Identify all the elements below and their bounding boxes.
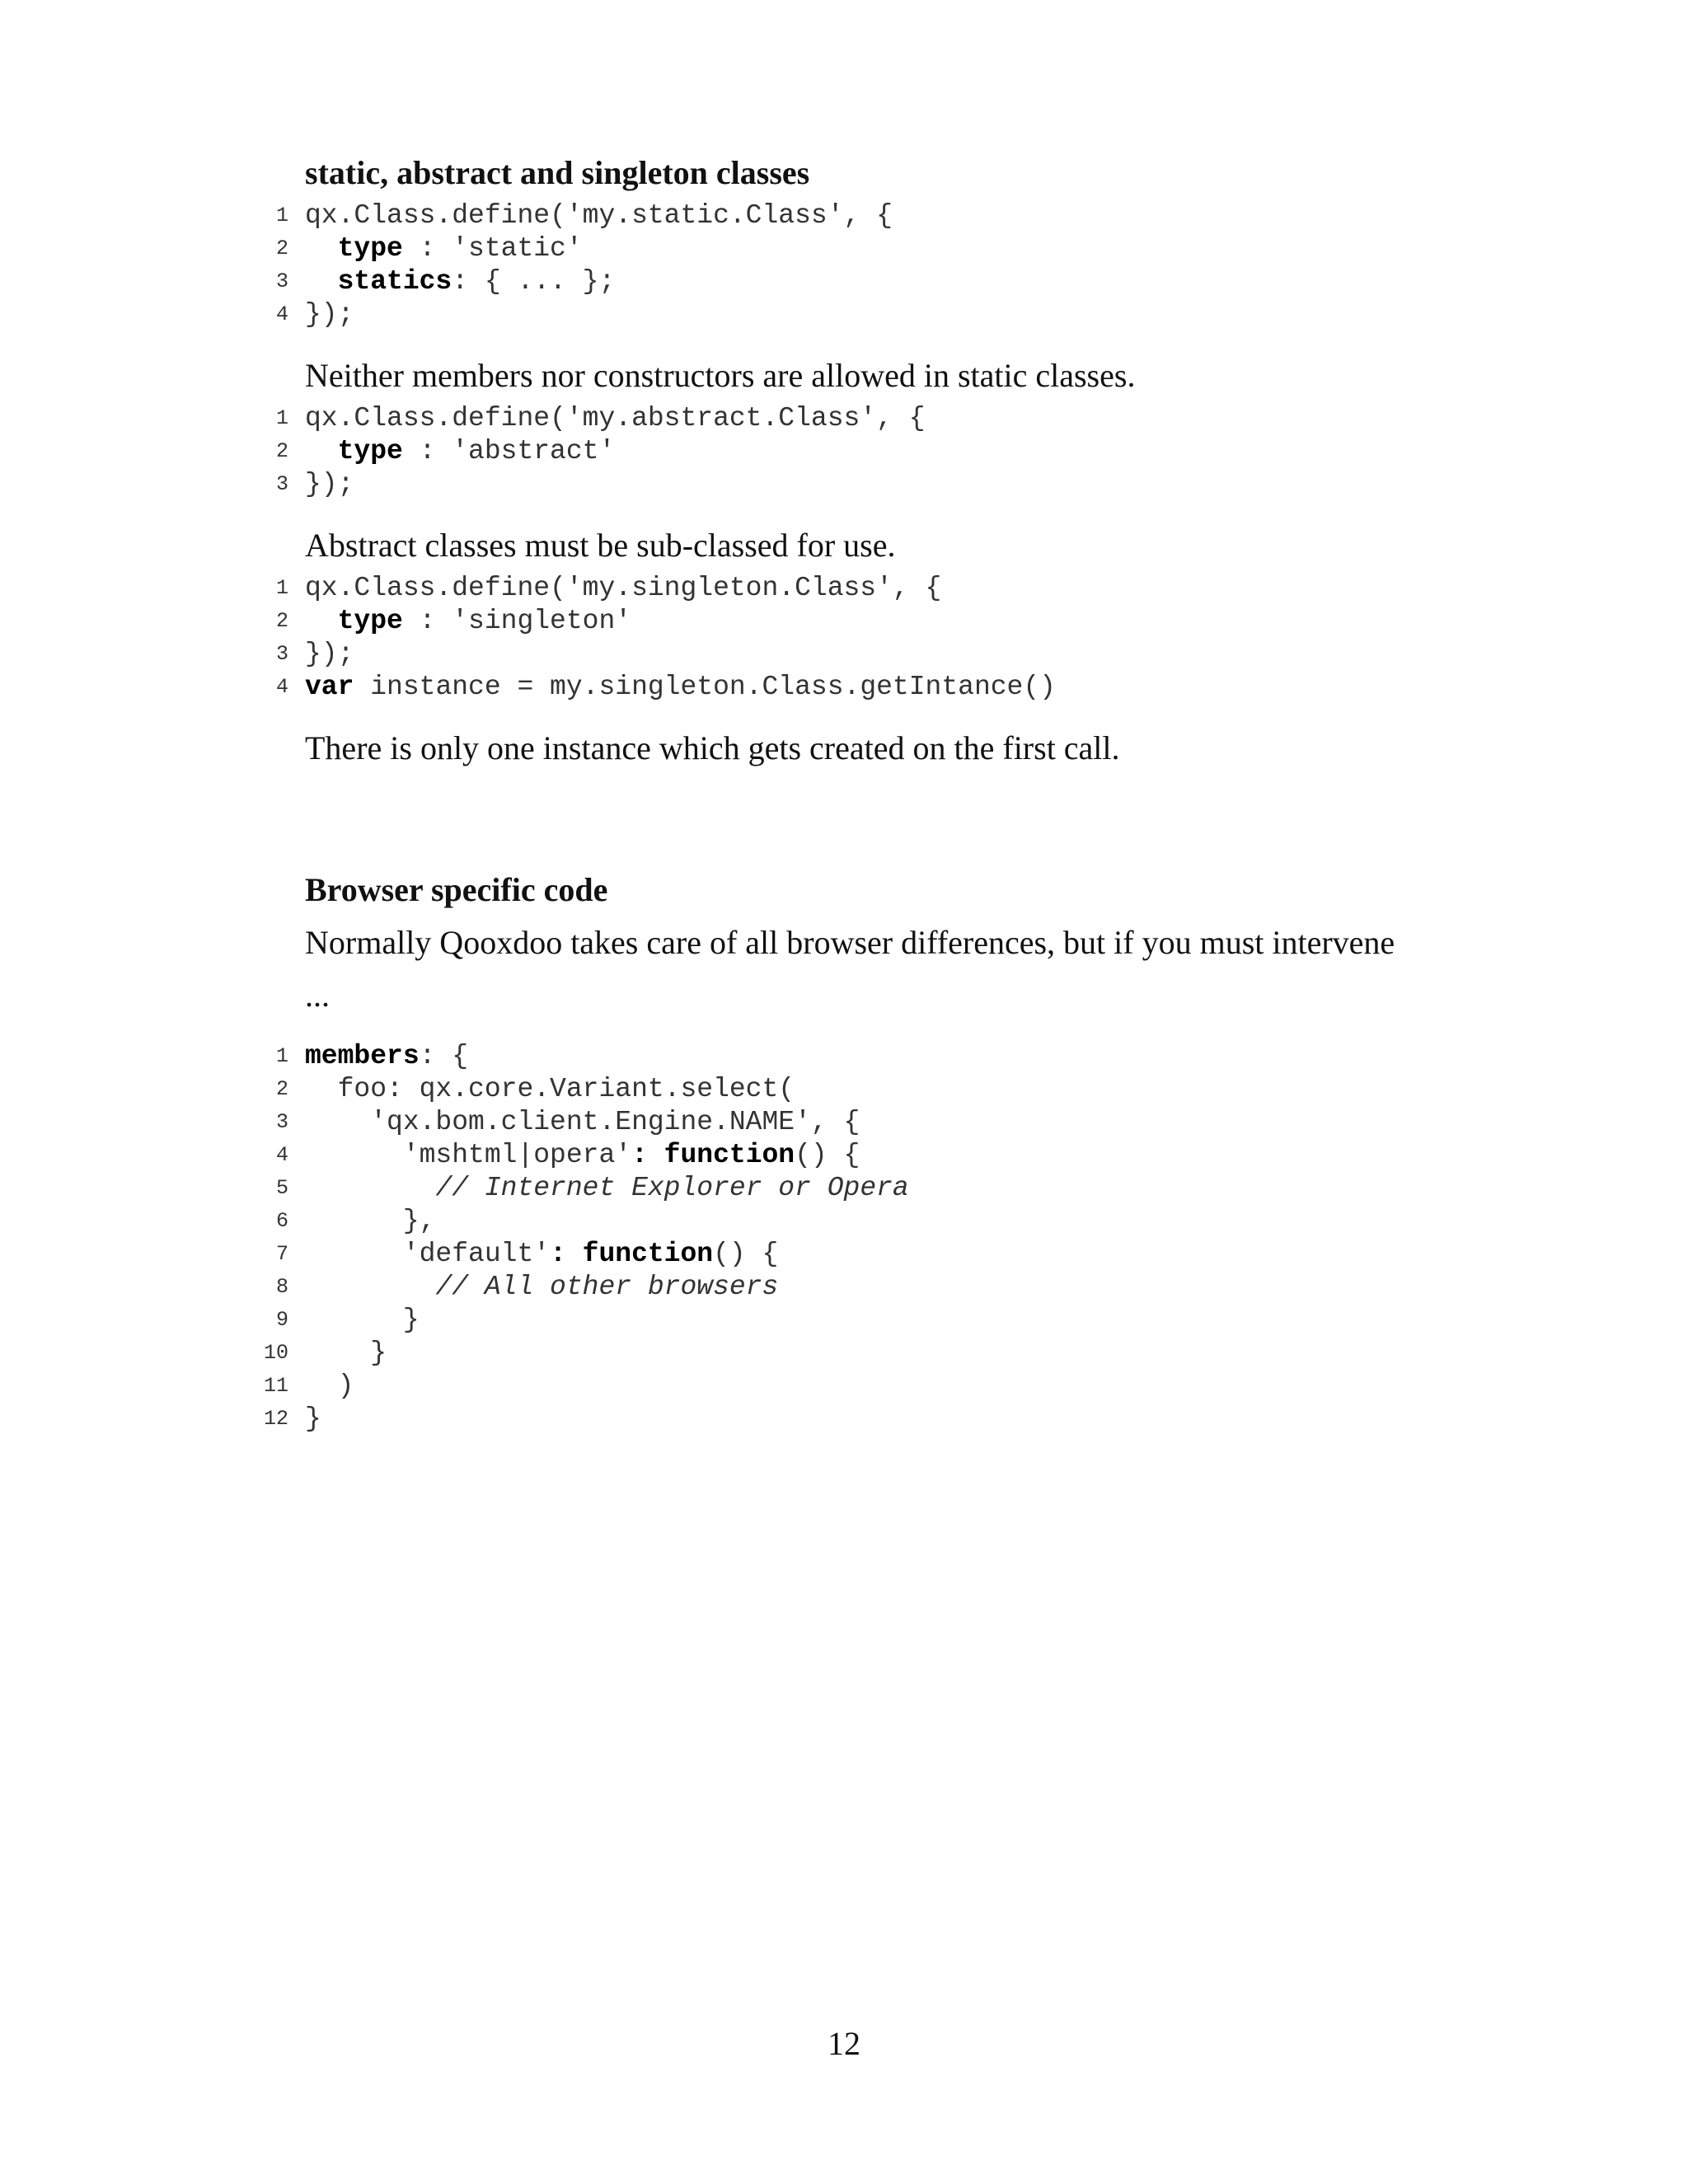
code-line — [275, 1073, 1409, 1106]
code-keyword: : function — [631, 1140, 795, 1170]
line-number: 4 — [275, 675, 288, 699]
page-number: 12 — [828, 2025, 860, 2062]
code-line — [275, 1172, 1409, 1205]
section-heading-browser-code: Browser specific code — [305, 871, 608, 908]
code-token: : { — [419, 1041, 469, 1071]
code-keyword: statics — [337, 266, 452, 297]
code-line — [275, 298, 1409, 331]
intro-ellipsis: ... — [305, 977, 330, 1014]
code-token: foo: qx.core.Variant.select( — [305, 1074, 795, 1104]
code-block-static — [275, 199, 1409, 331]
line-number: 1 — [275, 204, 288, 227]
code-token: } — [305, 1338, 387, 1368]
code-token: instance = my.singleton.Class.getIntance() — [354, 672, 1056, 702]
line-number: 2 — [275, 439, 288, 463]
line-number: 1 — [275, 576, 288, 600]
code-token — [305, 233, 338, 264]
line-number: 2 — [275, 1077, 288, 1101]
note-singleton: There is only one instance which gets created on the first call. — [305, 729, 1120, 766]
line-number: 5 — [275, 1176, 288, 1200]
code-token: 'mshtml|opera' — [305, 1140, 632, 1170]
code-line — [275, 1205, 1409, 1238]
code-token: qx.Class.define('my.singleton.Class', { — [305, 573, 942, 603]
line-number: 7 — [275, 1242, 288, 1266]
note-abstract: Abstract classes must be sub-classed for use. — [305, 527, 896, 564]
code-keyword: var — [305, 672, 354, 702]
line-number: 1 — [275, 406, 288, 430]
code-keyword: : function — [550, 1239, 714, 1269]
code-line — [275, 572, 1409, 605]
line-number: 4 — [275, 1143, 288, 1167]
line-number: 8 — [275, 1275, 288, 1299]
line-number: 3 — [275, 1110, 288, 1134]
code-comment: // Internet Explorer or Opera — [435, 1173, 909, 1203]
code-token: qx.Class.define('my.abstract.Class', { — [305, 403, 926, 434]
code-block-browser — [263, 1040, 1409, 1436]
page-content — [263, 148, 1409, 1436]
code-token — [305, 1173, 435, 1203]
code-keyword: type — [337, 436, 403, 466]
intro-browser-code: Normally Qooxdoo takes care of all browser differences, but if you must intervene — [305, 924, 1395, 961]
code-token: 'qx.bom.client.Engine.NAME', { — [305, 1107, 860, 1137]
code-token: : 'static' — [402, 233, 583, 264]
line-number: 10 — [263, 1341, 288, 1365]
code-token — [305, 606, 338, 636]
code-line — [263, 1337, 1409, 1370]
code-comment: // All other browsers — [435, 1272, 779, 1302]
code-token: () { — [795, 1140, 860, 1170]
code-line — [275, 605, 1409, 638]
code-token — [305, 1272, 435, 1302]
code-block-abstract — [275, 402, 1409, 501]
line-number: 2 — [275, 237, 288, 260]
code-keyword: type — [337, 606, 403, 636]
line-number: 3 — [275, 642, 288, 666]
code-keyword: type — [337, 233, 403, 264]
line-number: 3 — [275, 472, 288, 496]
code-token: : { ... }; — [452, 266, 616, 297]
code-token: () { — [713, 1239, 779, 1269]
code-token: }); — [305, 639, 354, 669]
code-line — [275, 199, 1409, 232]
code-token: : 'abstract' — [402, 436, 616, 466]
code-token — [305, 266, 338, 297]
code-keyword: members — [305, 1041, 420, 1071]
code-line — [275, 1238, 1409, 1271]
code-line — [275, 1139, 1409, 1172]
code-token: }, — [305, 1206, 436, 1236]
code-token: }); — [305, 469, 354, 499]
code-line — [275, 265, 1409, 298]
section-heading-class-types: static, abstract and singleton classes — [305, 154, 810, 191]
code-line — [275, 638, 1409, 671]
note-static: Neither members nor constructors are allowed in static classes. — [305, 357, 1136, 394]
code-token: } — [305, 1404, 321, 1434]
code-block-singleton — [275, 572, 1409, 704]
line-number: 4 — [275, 302, 288, 326]
code-line — [275, 232, 1409, 265]
line-number: 12 — [263, 1407, 288, 1431]
code-line — [263, 1403, 1409, 1436]
line-number: 2 — [275, 609, 288, 633]
code-line — [275, 402, 1409, 435]
code-token: : 'singleton' — [402, 606, 632, 636]
line-number: 3 — [275, 269, 288, 293]
code-token: 'default' — [305, 1239, 551, 1269]
code-line — [275, 1040, 1409, 1073]
code-token: }); — [305, 299, 354, 330]
code-token — [305, 436, 338, 466]
line-number: 1 — [275, 1044, 288, 1068]
code-token: } — [305, 1305, 420, 1335]
code-line — [275, 435, 1409, 468]
code-line — [275, 1271, 1409, 1304]
code-line — [263, 1370, 1409, 1403]
line-number: 9 — [275, 1308, 288, 1332]
line-number: 11 — [263, 1374, 288, 1398]
code-line — [275, 1106, 1409, 1139]
code-token: ) — [305, 1371, 354, 1401]
code-token: qx.Class.define('my.static.Class', { — [305, 200, 893, 231]
code-line — [275, 468, 1409, 501]
line-number: 6 — [275, 1209, 288, 1233]
code-line — [275, 671, 1409, 704]
code-line — [275, 1304, 1409, 1337]
